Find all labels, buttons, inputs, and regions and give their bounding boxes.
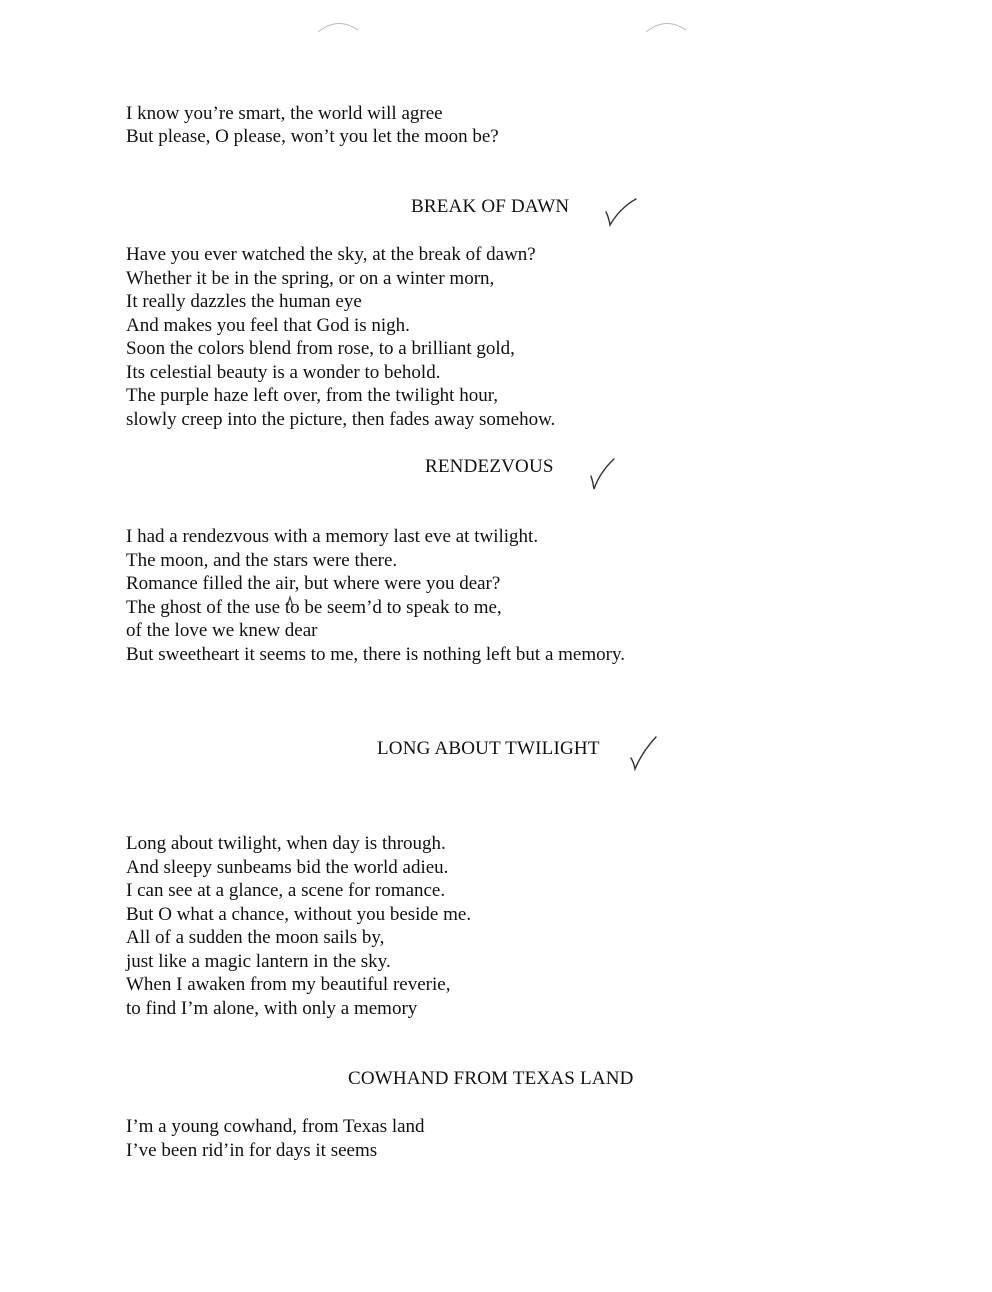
poem-line: The purple haze left over, from the twilight hour, <box>126 385 499 406</box>
poem-line: Have you ever watched the sky, at the break of dawn? <box>126 244 536 265</box>
poem-title-long-about-twilight: LONG ABOUT TWILIGHT <box>377 738 600 759</box>
poem-line: When I awaken from my beautiful reverie, <box>126 974 451 995</box>
poem-line: just like a magic lantern in the sky. <box>126 950 391 972</box>
poem-line: slowly creep into the picture, then fades away somehow. <box>126 408 556 430</box>
poem-title-cowhand-from-texas-land: COWHAND FROM TEXAS LAND <box>348 1068 634 1089</box>
poem-line: of the love we knew dear <box>126 620 318 641</box>
poem-line: to find I’m alone, with only a memory <box>126 997 418 1019</box>
poem-line: I’m a young cowhand, from Texas land <box>126 1116 425 1137</box>
poem-title-rendezvous: RENDEZVOUS <box>425 456 554 477</box>
poem-line: I’ve been rid’in for days it seems <box>126 1139 378 1161</box>
poem-line: All of a sudden the moon sails by, <box>126 927 385 948</box>
poem-line: And makes you feel that God is nigh. <box>126 314 410 336</box>
poem-line: The ghost of the use to be seem’d to speak to me, <box>126 596 502 618</box>
checkmark-icon <box>628 734 660 772</box>
poem-line: I can see at a glance, a scene for romance. <box>126 880 446 901</box>
poem-line: It really dazzles the human eye <box>126 291 362 312</box>
poem-line: Romance filled the air, but where were you dear? <box>126 573 501 594</box>
checkmark-icon <box>604 196 640 228</box>
poem-line: But sweetheart it seems to me, there is nothing left but a memory. <box>126 643 625 665</box>
poem-line: Whether it be in the spring, or on a winter morn, <box>126 267 495 289</box>
poem-title-break-of-dawn: BREAK OF DAWN <box>411 196 570 217</box>
poem-line: And sleepy sunbeams bid the world adieu. <box>126 856 449 878</box>
punch-hole-mark-left <box>316 14 360 34</box>
poem-line: But O what a chance, without you beside me. <box>126 903 472 925</box>
checkmark-icon <box>588 456 618 492</box>
intro-line: But please, O please, won’t you let the moon be? <box>126 126 499 147</box>
poem-line: Long about twilight, when day is through. <box>126 833 446 854</box>
intro-line: I know you’re smart, the world will agree <box>126 103 443 124</box>
caret-mark-icon <box>284 594 298 610</box>
punch-hole-mark-right <box>644 14 688 34</box>
poem-line: The moon, and the stars were there. <box>126 549 398 571</box>
poem-line: I had a rendezvous with a memory last eve at twilight. <box>126 526 539 547</box>
poem-line: Soon the colors blend from rose, to a brilliant gold, <box>126 338 515 359</box>
poem-line: Its celestial beauty is a wonder to behold. <box>126 361 441 383</box>
